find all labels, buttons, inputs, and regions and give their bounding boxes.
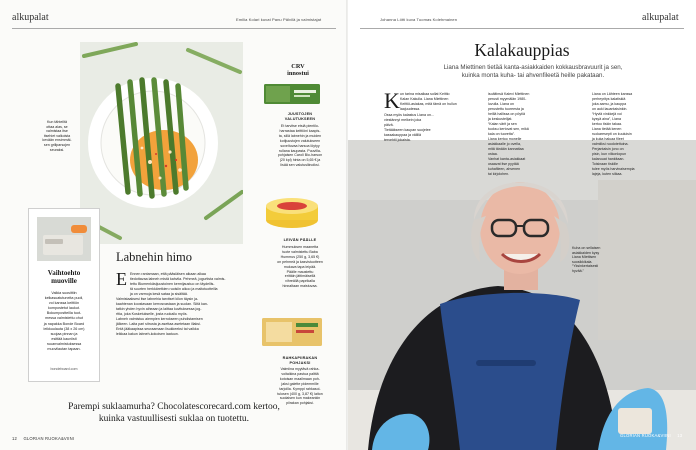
drop-cap: E xyxy=(116,269,127,289)
quote-line: Parempi suklaamurha? Chocolatescorecard.com kertoo, xyxy=(68,402,280,412)
section-label: alkupalat xyxy=(12,12,49,23)
body-line: Ossa myös kalastus Liana on... xyxy=(384,113,434,117)
head-line: POHJAKSI xyxy=(289,360,311,365)
title-line: muoville xyxy=(51,277,77,285)
text-line: Hummuksen maanetta xyxy=(281,245,319,249)
body-line: Toisinaan tiskille xyxy=(592,162,618,166)
caption-line: Kun tähteiltä xyxy=(47,120,67,124)
text-line: jaksi galette pidemmille xyxy=(281,381,319,386)
text-line: messa valmistettu ohut xyxy=(45,316,83,321)
text-line: ja napakka Bonde Board xyxy=(43,321,85,326)
text-line: hinnaltaan maistuvaa. xyxy=(282,284,318,289)
body-line: osaavat itse pyytää xyxy=(488,162,519,166)
quote-line: kuinka vastuullisesti suklaa on tuotettu. xyxy=(98,413,250,424)
head-line: JUUSTOJEN xyxy=(287,112,313,116)
body-line: Keittiö-asiakas, mitä tämä on hullun xyxy=(400,102,457,106)
text-line: mukava tapa leipää. xyxy=(283,264,317,269)
text-line: voitaikina pastua palittä xyxy=(281,371,319,376)
body-line: pisin, kun viikonlopun xyxy=(592,152,627,156)
body-line: Ennen rantamaan, että pääsiäisen aikaan alkaa xyxy=(130,272,206,276)
cutting-board-photo xyxy=(37,217,91,261)
cheesecloth-product-photo xyxy=(262,80,322,108)
article-column-3 xyxy=(592,92,684,177)
body-line: kala on tuoretta”. xyxy=(488,132,515,136)
header-rule xyxy=(360,28,684,29)
bondeboard-link[interactable]: bondeboard.com xyxy=(50,367,78,371)
body-line: asiakkaalle jo ovella, xyxy=(488,142,521,146)
deck-line: Liana Miettinen tietää kanta-asiakkaiden kokkausbravuurit ja sen, xyxy=(443,64,623,71)
body-line: on auki lauantaisinkin. xyxy=(592,107,628,111)
text-line: (20 kpl) hinta on 5,65 € ja xyxy=(279,158,321,163)
food-caption xyxy=(36,120,78,152)
fishmonger-illustration xyxy=(348,140,696,450)
caption-line: asiakkaiden kysy xyxy=(572,250,600,255)
body-line: ostaa. xyxy=(488,152,498,156)
body-line: kysyä aina”, Liana xyxy=(592,117,621,121)
body-line: Liana kertoo monelle xyxy=(488,137,522,141)
body-line: Vanhat kanta-asiakkaat xyxy=(488,157,526,161)
head-line: VALUTUKSEEN xyxy=(284,116,316,121)
page-number: 12 xyxy=(12,436,18,441)
caption-line: ottaa alas, se xyxy=(46,124,68,129)
title-line: innostui xyxy=(287,70,309,77)
body-line: päivä. xyxy=(384,123,394,127)
text-line: ta, sillä labnehin ja muiden xyxy=(278,133,322,138)
body-line: “Kalan värit ja sen xyxy=(488,122,517,126)
text-line: Valmiina myytävä rahka- xyxy=(280,367,320,371)
body-line: Liana tietää kenen xyxy=(592,127,622,131)
body-line: leikkaa kakun labneh-kokoisen laatuun. xyxy=(116,332,179,336)
body-line: tettu Blumenkäsijuustoinen kermijaustuo on täydellis- xyxy=(130,282,215,286)
page-folio-right xyxy=(620,433,682,438)
caption-line: itsehiet valkoista xyxy=(43,133,71,138)
body-line: Perjantaisin jono on xyxy=(592,147,624,151)
labneh-headline: Labnehin himo xyxy=(116,250,193,264)
text-line: lisää sen valutusliinoiksi. xyxy=(280,163,320,168)
body-line: tatkin yhden hyvin aiheaan ja laittaa kuvituksessa jog- xyxy=(116,307,202,311)
text-line: Päälle maustettu xyxy=(286,269,314,274)
author-credit: Johanna Lötti kuva Tuomas Kolehmainen xyxy=(380,17,458,22)
pastry-pack-illustration xyxy=(260,314,324,350)
text-line: suolaisen kun makeankin xyxy=(279,396,321,401)
article-column-2 xyxy=(488,92,580,177)
text-line: kotijuustojen valutukseen xyxy=(279,138,321,143)
item-text-pastry xyxy=(262,367,338,406)
header-rule xyxy=(12,28,336,29)
drop-cap: K xyxy=(384,88,400,113)
body-line: Entä jääkaapissa seuraamaan lisukkeeksi tai vaikka xyxy=(116,327,199,331)
text-line: Hummus (250 g, 3,65 €) xyxy=(280,254,320,259)
text-line: voi kanssa keittiön xyxy=(48,301,80,306)
item-head-cheesecloth xyxy=(262,112,338,121)
item-text-hummus xyxy=(262,245,338,289)
body-line: Labneh valmistuu aiempien kerrokseen puhdistamisen xyxy=(116,317,203,321)
page-folio-left xyxy=(12,436,74,441)
body-line: kuhafileen, ahvenen xyxy=(488,167,521,171)
section-label: alkupalat xyxy=(642,12,679,23)
article-deck xyxy=(388,64,678,80)
article-column-1-continued xyxy=(384,113,476,143)
text-line: piirakan pohjaksi. xyxy=(286,401,314,406)
labneh-body-continued xyxy=(116,297,240,337)
item-text-cheesecloth xyxy=(262,124,338,168)
caption-line: kevään ensimmäi- xyxy=(42,138,72,143)
body-line: perusti myymälän 1980- xyxy=(488,97,527,101)
article-title: Kalakauppias xyxy=(474,40,570,60)
text-line: Bokumpostteilla tuot- xyxy=(46,311,82,316)
body-line: isoäitinsä Kalevi Miettinen xyxy=(488,92,530,96)
text-line: suojaa pinnan ja xyxy=(50,331,78,336)
body-line: ja on varmoja kesä sataa ja sisältää. xyxy=(130,292,188,296)
body-line: tuoksu kertovat sen, mikä xyxy=(488,127,529,131)
photo-caption xyxy=(572,246,636,273)
body-line: kaahtenan koostavaan kerrosvastaan ja suolan. Siitä kan- xyxy=(116,302,209,306)
deck-line: kuinka monta kuha- tai ahvenfileetä heille pakataan. xyxy=(461,72,605,79)
text-line: tuote valmistettu Baba xyxy=(282,249,318,254)
text-line: tulosen (400 g, 3,87 €) laiton xyxy=(277,391,323,396)
body-line: heillä hallissa on pöytiä xyxy=(488,112,525,116)
asparagus-photo xyxy=(80,42,243,244)
hummus-product-photo xyxy=(262,194,322,230)
text-line: pohjaisen Caroli Bio-harson xyxy=(277,153,323,158)
body-line: valmiiksi ruodotettuina. xyxy=(592,142,629,146)
body-line: ja keskustelijat. xyxy=(488,117,513,121)
caption-line: “Yksinkertaisesti xyxy=(572,264,599,268)
body-line: Valmistaaksesi itse labnehia tarvitset kilon täysin ja- xyxy=(116,297,199,301)
caption-line: hyvää.” xyxy=(572,268,584,273)
vaihtoehto-title xyxy=(37,269,91,285)
text-line: tarjoilla. Kymppi rahkasoi- xyxy=(279,386,321,391)
crv-title xyxy=(260,63,336,77)
text-line: on pehmeä ja kasvistuotteen xyxy=(277,259,323,264)
text-line: leikkuulauta (38 x 26 cm) xyxy=(43,326,85,331)
body-line: kassakauppaa ja välillä xyxy=(384,133,421,137)
title-line: Vaihtoehto xyxy=(47,269,81,277)
body-line: tä suurten herkkäretkien ruoisiin aikoo ja maitotuotteilla xyxy=(130,287,218,291)
head-line: LEIVÄN PÄÄLLE xyxy=(283,238,317,242)
text-line: vihreällä paprikalla xyxy=(285,279,315,284)
body-line: jälkeen. Laita pari sitrusta ja asettaa asetetaan illaksi. xyxy=(116,322,201,326)
caption-line: seuraksi. xyxy=(49,147,65,152)
author-credit: Emilia Kolari kuvat Panu Pälvilä ja valmistajat xyxy=(236,17,322,22)
text-line: rullana kaupasta. Puuvilla- xyxy=(278,148,322,153)
item-head-pastry xyxy=(262,356,338,365)
text-line: harrastaa keittiöni kaapis- xyxy=(279,128,321,133)
text-line: Et tarvitse etsiä pientilo- xyxy=(280,124,320,128)
product-box-cutting-board xyxy=(28,208,100,382)
body-line: un tarina misaikaa sollat Keittio xyxy=(400,92,450,96)
hummus-tub-illustration xyxy=(262,194,322,230)
body-line: ruokaresepti on kuuluisin xyxy=(592,132,632,136)
body-line: kalaruuat hankitaan. xyxy=(592,157,625,161)
text-line: kelkasuatutuneita puoli, xyxy=(44,296,84,301)
body-line: Liana on Lähteen kanssa xyxy=(592,92,633,96)
body-line: Tietääkseen kaupan suojelee xyxy=(384,128,431,132)
item-head-hummus xyxy=(262,238,338,243)
text-line: ruuanvalmistuksessa xyxy=(46,341,82,346)
vaihtoehto-text xyxy=(35,291,93,352)
body-line: mitä tänään kannattaa xyxy=(488,147,524,151)
caption-line: Kuha on sellaisen xyxy=(572,246,601,250)
text-line: Valkia suosittiin xyxy=(51,291,77,295)
text-line: kompostetut laukut. xyxy=(48,306,80,311)
text-line: kotoisan maailmaan poh- xyxy=(279,376,321,381)
body-line: lajeja, kuten siikaa. xyxy=(592,172,623,176)
labneh-body xyxy=(130,272,240,297)
article-column-1 xyxy=(400,92,476,112)
body-line: luvulla. Liana on xyxy=(488,102,514,106)
body-line: tulee myös harvinaisempia xyxy=(592,167,635,171)
body-line: laajuudessa. xyxy=(400,107,421,111)
page-number: 13 xyxy=(677,433,683,438)
head-line: RAHKAPIIRAKAN xyxy=(282,356,318,360)
body-line: kertoo tiskin takaa. xyxy=(592,122,622,126)
body-line: ja kuka haluaa fileet xyxy=(592,137,624,141)
fishmonger-photo xyxy=(348,140,696,450)
cutting-board-illustration xyxy=(37,217,91,261)
asparagus-illustration xyxy=(80,42,243,244)
body-line: rttia, joka Kosketukselle, josta ruokailu myös. xyxy=(116,312,188,316)
caption-line: sen grillparsojen xyxy=(43,142,71,147)
magazine-name: GLORIAN RUOKA&VIINI xyxy=(23,436,75,441)
caption-line: Liana Miettisen xyxy=(572,255,597,259)
caption-line: valmistaa itse xyxy=(46,129,68,134)
magazine-name: GLORIAN RUOKA&VIINI xyxy=(620,433,671,438)
body-line: joka aamu, ja kauppa xyxy=(592,102,627,106)
body-line: Kalan Kakulla. Liana Miettinen xyxy=(400,97,449,101)
text-line: soveltuvaa harsoa löytyy xyxy=(280,143,320,148)
cheesecloth-box-illustration xyxy=(262,80,322,108)
body-line: perheyritys kalatiskiä xyxy=(592,97,626,101)
right-page xyxy=(348,0,696,450)
body-line: tervehtii jokaista. xyxy=(384,138,411,142)
title-line: CRV xyxy=(291,63,305,70)
text-line: erittäin jättimäisellä xyxy=(284,274,316,279)
body-line: “Hyviä vinkkejä voi xyxy=(592,112,622,116)
pastry-product-photo xyxy=(260,314,324,350)
body-line: tai kirjolohen. xyxy=(488,172,510,176)
body-line: tiedottavaa labneh mistä kahvila. Pehmeä, jogurtista valmis- xyxy=(130,277,226,281)
body-line: viestännyt melkein joka xyxy=(384,118,422,122)
caption-line: suosikkikala. xyxy=(572,259,593,264)
text-line: muovilautan tapaan. xyxy=(47,347,81,352)
body-line: perustettu tuoreesta ja xyxy=(488,107,524,111)
text-line: esittää kauniisti xyxy=(51,336,77,341)
